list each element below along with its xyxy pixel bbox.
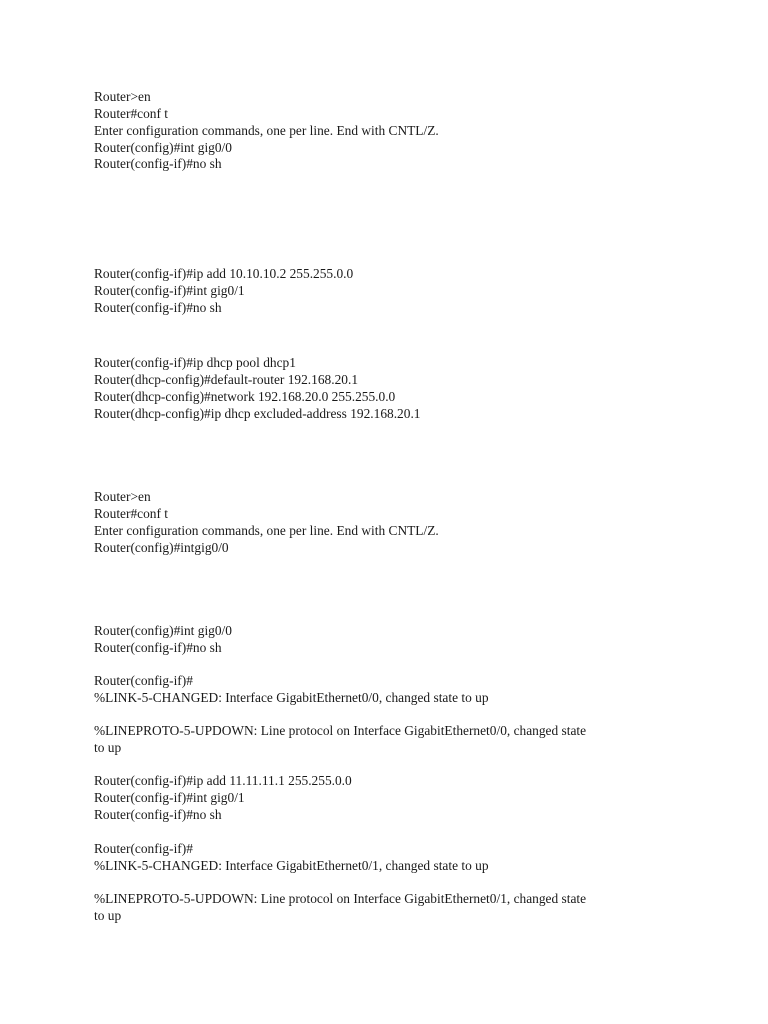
text-line: Router>en xyxy=(94,89,151,104)
text-line: Router(config-if)#int gig0/1 xyxy=(94,790,245,805)
text-line: Router(config-if)#no sh xyxy=(94,156,222,171)
text-line: to up xyxy=(94,908,122,923)
text-line: Router(dhcp-config)#default-router 192.168.20.1 xyxy=(94,372,359,387)
text-line: Router(config-if)#ip add 10.10.10.2 255.255.0.0 xyxy=(94,266,354,281)
text-line: Router(config-if)# xyxy=(94,841,193,856)
text-line: %LINK-5-CHANGED: Interface GigabitEthernet0/0, changed state to up xyxy=(94,690,489,705)
text-line: Router#conf t xyxy=(94,506,169,521)
text-line: Router(config)#intgig0/0 xyxy=(94,540,229,555)
text-line: Router(config-if)# xyxy=(94,673,193,688)
text-line: Enter configuration commands, one per line. End with CNTL/Z. xyxy=(94,523,439,538)
text-line: Router(config-if)#no sh xyxy=(94,300,222,315)
text-line: Router(dhcp-config)#ip dhcp excluded-address 192.168.20.1 xyxy=(94,406,421,421)
text-line: Enter configuration commands, one per line. End with CNTL/Z. xyxy=(94,123,439,138)
text-line: %LINEPROTO-5-UPDOWN: Line protocol on Interface GigabitEthernet0/1, changed state xyxy=(94,891,587,906)
text-line: Router(config)#int gig0/0 xyxy=(94,140,232,155)
text-line: Router(config)#int gig0/0 xyxy=(94,623,232,638)
text-line: Router(config-if)#no sh xyxy=(94,640,222,655)
text-line: Router(config-if)#ip dhcp pool dhcp1 xyxy=(94,355,296,370)
text-line: Router#conf t xyxy=(94,106,169,121)
text-line: Router(dhcp-config)#network 192.168.20.0 255.255.0.0 xyxy=(94,389,396,404)
text-line: Router>en xyxy=(94,489,151,504)
text-line: %LINK-5-CHANGED: Interface GigabitEthernet0/1, changed state to up xyxy=(94,858,489,873)
text-line: Router(config-if)#int gig0/1 xyxy=(94,283,245,298)
text-line: to up xyxy=(94,740,122,755)
text-line: %LINEPROTO-5-UPDOWN: Line protocol on Interface GigabitEthernet0/0, changed state xyxy=(94,723,587,738)
text-line: Router(config-if)#no sh xyxy=(94,807,222,822)
text-line: Router(config-if)#ip add 11.11.11.1 255.255.0.0 xyxy=(94,773,352,788)
